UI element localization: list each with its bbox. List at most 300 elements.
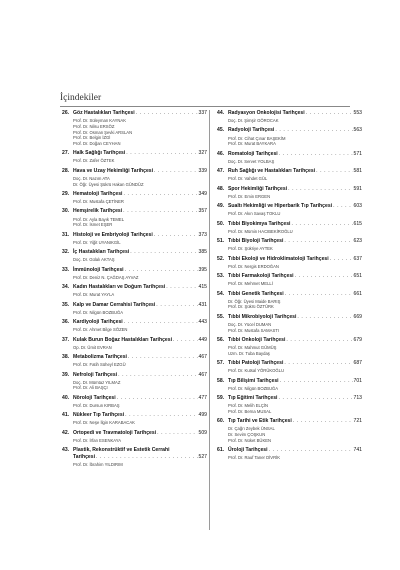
chapter-title: Göz Hastalıkları Tarihçesi: [73, 110, 135, 116]
toc-entry-title-line: [62, 354, 207, 361]
page-number: 553: [353, 110, 362, 116]
leader-dots: [291, 221, 352, 228]
toc-entry[interactable]: [217, 203, 362, 220]
toc-entry-title-line: [217, 127, 362, 134]
leader-dots: [130, 249, 197, 256]
page-number: 373: [198, 231, 207, 238]
author-list: [62, 437, 207, 447]
page-number: 415: [198, 284, 207, 291]
chapter-number: 44.: [217, 110, 225, 116]
chapter-number: 42.: [62, 429, 70, 436]
leader-dots: [166, 284, 197, 291]
chapter-number: 29.: [62, 190, 70, 197]
toc-entry[interactable]: [62, 337, 207, 354]
leader-dots: [284, 360, 352, 367]
toc-entry-title-line: [62, 284, 207, 291]
chapter-number: 55.: [217, 313, 225, 320]
page-number: 701: [353, 377, 362, 384]
chapter-title-continued: Tarihçesi: [73, 454, 95, 461]
leader-dots: [96, 454, 198, 461]
page-number: 443: [198, 319, 207, 326]
author-name: Prof. Dr. Dursun KIRBAŞ: [73, 402, 120, 408]
toc-entry-title-line: [62, 168, 207, 175]
author-list: [217, 321, 362, 337]
chapter-number: 59.: [217, 395, 225, 402]
toc-entry-title-line: [62, 208, 207, 215]
toc-entry-title-line: [217, 110, 362, 117]
chapter-title: Üroloji Tarihçesi: [228, 447, 268, 454]
chapter-title: Ortopedi ve Travmatoloji Tarihçesi: [73, 429, 157, 436]
toc-entry[interactable]: [62, 412, 207, 429]
toc-entry[interactable]: [217, 418, 362, 447]
toc-entry-title-line: [62, 191, 207, 198]
toc-entry[interactable]: [62, 302, 207, 319]
toc-entry-title-line: [62, 249, 207, 256]
author-list: [62, 344, 207, 354]
toc-entry[interactable]: [217, 151, 362, 168]
chapter-title: Hematoloji Tarihçesi: [73, 190, 123, 197]
author-name: Doç. Dr. Nazım ATA: [73, 175, 110, 181]
author-name: Prof. Dr. Akın Savaş TOKLU: [228, 211, 281, 217]
toc-entry-title-line: [62, 395, 207, 402]
chapter-title: Hemşirelik Tarihçesi: [73, 208, 123, 215]
header-rule: [60, 106, 350, 107]
toc-entry-title-line: [62, 447, 207, 454]
leader-dots: [333, 203, 352, 210]
author-list: [217, 175, 362, 185]
author-name: Prof. Dr. Yiğit UYANIKGİL: [73, 239, 121, 245]
toc-entry[interactable]: [62, 395, 207, 412]
toc-entry-title-line: [62, 302, 207, 309]
chapter-title: Tıbbi Biyoloji Tarihçesi: [228, 238, 284, 245]
page-number: 615: [353, 220, 362, 227]
chapter-title: Hava ve Uzay Hekimliği Tarihçesi: [73, 167, 154, 174]
toc-entry-title-line: [217, 378, 362, 385]
leader-dots: [280, 378, 353, 385]
toc-entry-title-line: [217, 238, 362, 245]
toc-column-right: [217, 110, 362, 465]
toc-entry[interactable]: [62, 430, 207, 447]
chapter-title: Tıbbi Genetik Tarihçesi: [228, 290, 284, 297]
chapter-title: Kulak Burun Boğaz Hastalıkları Tarihçesi: [73, 336, 172, 343]
leader-dots: [330, 256, 353, 263]
toc-entry-title-line: [217, 395, 362, 402]
page-number: 591: [353, 185, 362, 192]
author-name: Prof. Dr. Melih ELÇİN: [228, 403, 269, 409]
chapter-title: Plastik, Rekonstrüktif ve Estetik Cerrahi: [73, 447, 170, 454]
leader-dots: [156, 302, 197, 309]
page-number: 467: [198, 354, 207, 361]
leader-dots: [154, 232, 198, 239]
leader-dots: [125, 412, 197, 419]
chapter-title: Tıbbi Mikrobiyoloji Tarihçesi: [228, 313, 297, 320]
author-name: Prof. Dr. Osman Şevki ARSLAN: [73, 129, 133, 135]
author-list: [217, 228, 362, 238]
toc-entry[interactable]: [217, 273, 362, 290]
author-name: Prof. Dr. Nilgün BOZBUĞA: [73, 309, 124, 315]
page-number: 603: [353, 203, 362, 210]
author-list: [62, 461, 207, 471]
author-list: [217, 210, 362, 220]
toc-entry[interactable]: [217, 256, 362, 273]
chapter-number: 34.: [62, 284, 70, 291]
chapter-title: Tıp Eğitimi Tarihçesi: [228, 395, 278, 402]
leader-dots: [286, 337, 352, 344]
leader-dots: [125, 267, 198, 274]
toc-entry-title-line: [62, 337, 207, 344]
author-name: Prof. Dr. Mustafa SAMASTI: [228, 327, 279, 333]
page-number: 651: [353, 273, 362, 280]
toc-entry[interactable]: [62, 232, 207, 249]
chapter-number: 40.: [62, 394, 70, 401]
toc-entry-title-line: [217, 256, 362, 263]
chapter-number: 28.: [62, 167, 70, 174]
toc-entry-title-line: [62, 267, 207, 274]
leader-dots: [269, 447, 353, 454]
page-number: 661: [353, 290, 362, 297]
author-list: [217, 158, 362, 168]
chapter-number: 33.: [62, 266, 70, 273]
author-list: [62, 291, 207, 301]
chapter-number: 53.: [217, 273, 225, 280]
toc-entry[interactable]: [62, 284, 207, 301]
chapter-title: Ruh Sağlığı ve Hastalıkları Tarihçesi: [228, 168, 316, 175]
leader-dots: [278, 395, 352, 402]
toc-entry[interactable]: [217, 168, 362, 185]
chapter-title: Radyasyon Onkolojisi Tarihçesi: [228, 110, 305, 116]
leader-dots: [275, 127, 352, 134]
author-list: [62, 256, 207, 266]
toc-entry-title-line: [217, 221, 362, 228]
chapter-number: 32.: [62, 249, 70, 256]
toc-entry[interactable]: [62, 319, 207, 336]
author-name: Dr. Öğr. Üyesi Maide BARIŞ: [228, 298, 281, 304]
chapter-number: 49.: [217, 203, 225, 210]
chapter-number: 26.: [62, 110, 70, 116]
chapter-title: Sualtı Hekimliği ve Hiperbarik Tıp Tarihçesi: [228, 203, 333, 210]
chapter-title: Nefroloji Tarihçesi: [73, 371, 118, 378]
author-name: Prof. Dr. Ali BAŞÇI: [73, 385, 108, 391]
page-number: 499: [198, 412, 207, 419]
toc-entry-title-line: [217, 168, 362, 175]
author-name: Doç. Dr. Mümtaz YILMAZ: [73, 379, 121, 385]
chapter-number: 39.: [62, 371, 70, 378]
author-list: [217, 367, 362, 377]
toc-column-left: [62, 110, 207, 472]
chapter-title: İmmünoloji Tarihçesi: [73, 266, 124, 273]
author-list: [217, 134, 362, 150]
toc-entry[interactable]: [62, 208, 207, 231]
page-number: 449: [198, 336, 207, 343]
page-number: 563: [353, 127, 362, 134]
toc-entry[interactable]: [217, 110, 362, 127]
author-name: Prof. Dr. Deniz N. ÇAĞDAŞ AYVAZ: [73, 274, 139, 280]
leader-dots: [126, 150, 197, 157]
page-number: 527: [198, 454, 207, 461]
chapter-title: Tıp Tarihi ve Etik Tarihçesi: [228, 418, 292, 425]
page-title: İçindekiler: [60, 93, 102, 103]
toc-entry-title-line: [217, 186, 362, 193]
author-list: [62, 215, 207, 231]
author-name: Uzm. Dr. Tuba Baydaş: [228, 350, 270, 356]
author-list: [217, 298, 362, 314]
leader-dots: [117, 395, 198, 402]
chapter-number: 58.: [217, 377, 225, 384]
leader-dots: [157, 430, 197, 437]
page-number: 669: [353, 313, 362, 320]
toc-entry[interactable]: [217, 337, 362, 360]
toc-entry[interactable]: [62, 150, 207, 167]
author-list: [62, 326, 207, 336]
chapter-title: Tıbbi Patoloji Tarihçesi: [228, 360, 284, 367]
page-number: 467: [198, 371, 207, 378]
chapter-title: Romatoloji Tarihçesi: [228, 150, 278, 157]
page-number: 395: [198, 266, 207, 273]
author-name: Prof. Dr. Mustafa ÇETİNER: [73, 199, 124, 205]
page-number: 713: [353, 395, 362, 402]
toc-entry[interactable]: [217, 127, 362, 150]
leader-dots: [306, 110, 353, 117]
author-list: [62, 157, 207, 167]
toc-entry[interactable]: [217, 221, 362, 238]
author-name: Prof. Dr. Nilsu ERSÖZ: [73, 123, 115, 129]
leader-dots: [123, 191, 197, 198]
page-number: 623: [353, 238, 362, 245]
author-name: Op. Dr. Ümit EVRAN: [73, 344, 112, 350]
author-list: [62, 198, 207, 208]
toc-entry[interactable]: [62, 372, 207, 395]
toc-entry[interactable]: [62, 110, 207, 150]
page-number: 679: [353, 336, 362, 343]
author-list: [62, 175, 207, 191]
chapter-number: 35.: [62, 301, 70, 308]
chapter-number: 56.: [217, 336, 225, 343]
author-name: Prof. Dr. Doğan CEYHAN: [73, 141, 121, 146]
page-number: 385: [198, 249, 207, 256]
toc-entry-title-line: [62, 150, 207, 157]
toc-entry-title-line: [217, 203, 362, 210]
chapter-title: Nükleer Tıp Tarihçesi: [73, 412, 125, 419]
page-number: 581: [353, 168, 362, 175]
toc-entry-title-line: [217, 151, 362, 158]
author-list: [62, 309, 207, 319]
author-name: Prof. Dr. Ahmet Bilge SÖZEN: [73, 327, 128, 333]
leader-dots: [288, 186, 352, 193]
toc-entry[interactable]: [217, 291, 362, 314]
leader-dots: [136, 110, 198, 117]
chapter-number: 50.: [217, 220, 225, 227]
author-list: [217, 402, 362, 418]
author-name: Dr. Öğr. Üyesi Şükrü Hakan GÜNDÜZ: [73, 181, 144, 187]
author-list: [217, 193, 362, 203]
author-name: Dr. Sevim ÇOŞKUN: [228, 432, 266, 438]
author-name: Doç. Dr. Şimşir GÖROCAK: [228, 118, 279, 124]
page-number: 687: [353, 360, 362, 367]
chapter-title: Tıbbi Farmakoloji Tarihçesi: [228, 273, 294, 280]
toc-entry-title-line: [217, 337, 362, 344]
page-number: 637: [353, 255, 362, 262]
chapter-title: Metabolizma Tarihçesi: [73, 354, 127, 361]
page-number: 337: [198, 110, 207, 116]
toc-entry[interactable]: [62, 191, 207, 208]
author-name: Prof. Dr. Rauf Taner DİVRİK: [228, 455, 281, 461]
leader-dots: [316, 168, 352, 175]
author-name: Prof. Dr. Murat BAYKARA: [228, 141, 276, 147]
chapter-number: 48.: [217, 185, 225, 192]
toc-entry[interactable]: [217, 360, 362, 377]
chapter-number: 54.: [217, 290, 225, 297]
author-name: Prof. Dr. Emin ERGEN: [228, 193, 271, 199]
toc-entry-title-line: [62, 232, 207, 239]
author-name: Prof. Dr. Nüket BÜKEN: [228, 437, 272, 443]
author-name: Prof. Dr. Berna MUSAL: [228, 408, 272, 414]
leader-dots: [285, 291, 353, 298]
leader-dots: [297, 314, 352, 321]
chapter-title: Tıbbi Ekoloji ve Hidroklimatoloji Tarihçesi: [228, 255, 329, 262]
chapter-number: 30.: [62, 208, 70, 215]
leader-dots: [118, 372, 197, 379]
author-list: [62, 419, 207, 429]
leader-dots: [123, 208, 197, 215]
chapter-number: 46.: [217, 150, 225, 157]
toc-entry-title-line: [217, 273, 362, 280]
author-list: [217, 280, 362, 290]
chapter-title: Histoloji ve Embriyoloji Tarihçesi: [73, 231, 153, 238]
author-list: [62, 402, 207, 412]
page-number: 509: [198, 429, 207, 436]
chapter-number: 61.: [217, 447, 225, 454]
toc-entry[interactable]: [217, 395, 362, 418]
toc-entry-title-line: [217, 291, 362, 298]
toc-entry[interactable]: [217, 314, 362, 337]
author-name: Prof. Dr. Kutsal YÖRÜKOĞLU: [228, 368, 285, 374]
author-name: Prof. Dr. Mümin HACIBEKİROĞLU: [228, 228, 293, 234]
chapter-title: Kadın Hastalıkları ve Doğum Tarihçesi: [73, 284, 166, 291]
author-name: Prof. Dr. Zafer ÖZTEK: [73, 158, 115, 164]
toc-entry-title-line: [217, 360, 362, 367]
page-number: 721: [353, 418, 362, 425]
leader-dots: [284, 238, 352, 245]
chapter-number: 52.: [217, 255, 225, 262]
page-number: 327: [198, 150, 207, 157]
author-list: [62, 274, 207, 284]
chapter-number: 57.: [217, 360, 225, 367]
toc-entry[interactable]: [62, 168, 207, 191]
chapter-title: Nöroloji Tarihçesi: [73, 394, 116, 401]
author-name: Prof. Dr. İsmet EŞER: [73, 222, 113, 228]
toc-entry-title-line: [217, 314, 362, 321]
author-name: Prof. Dr. Ayla Bayık TEMEL: [73, 216, 125, 222]
author-list: [217, 344, 362, 360]
author-list: [217, 425, 362, 447]
page-number: 357: [198, 208, 207, 215]
author-name: Prof. Dr. İrfan ESENKAYA: [73, 437, 122, 443]
chapter-number: 36.: [62, 319, 70, 326]
leader-dots: [279, 151, 353, 158]
toc-entry[interactable]: [62, 354, 207, 371]
author-list: [62, 361, 207, 371]
author-name: Doç. Dr. Gülalı AKTAŞ: [73, 257, 115, 263]
page-number: 571: [353, 150, 362, 157]
author-name: Doç. Dr. Servet YOLBAŞ: [228, 158, 275, 164]
chapter-title: Halk Sağlığı Tarihçesi: [73, 150, 126, 157]
chapter-number: 45.: [217, 127, 225, 134]
leader-dots: [124, 319, 198, 326]
chapter-number: 43.: [62, 447, 70, 454]
author-name: Prof. Dr. Murat YAYLA: [73, 292, 115, 298]
leader-dots: [295, 273, 353, 280]
author-name: Prof. Dr. Şükriye AYTEK: [228, 246, 273, 252]
author-name: Doç. Dr. Yücel DUMAN: [228, 321, 272, 327]
chapter-number: 37.: [62, 336, 70, 343]
chapter-number: 60.: [217, 418, 225, 425]
author-name: Prof. Dr. Belgin İZGİ: [73, 135, 111, 141]
chapter-title: Kalp ve Damar Cerrahisi Tarihçesi: [73, 301, 156, 308]
toc-entry[interactable]: [217, 447, 362, 464]
author-list: [62, 239, 207, 249]
chapter-number: 27.: [62, 150, 70, 157]
chapter-number: 41.: [62, 412, 70, 419]
author-name: Prof. Dr. Fatih Süheyl EZGÜ: [73, 362, 126, 368]
chapter-title: Spor Hekimliği Tarihçesi: [228, 185, 288, 192]
author-name: Prof. Dr. Nergis ERDOĞAN: [228, 263, 279, 269]
page-number: 477: [198, 394, 207, 401]
author-list: [217, 263, 362, 273]
chapter-number: 31.: [62, 231, 70, 238]
page-number: 431: [198, 301, 207, 308]
page-number: 339: [198, 167, 207, 174]
author-name: Prof. Dr. Süleyman KAYNAK: [73, 118, 126, 124]
author-list: [217, 454, 362, 464]
author-list: [62, 117, 207, 150]
toc-entry[interactable]: [62, 447, 207, 471]
chapter-title: Tıbbi Onkoloji Tarihçesi: [228, 336, 286, 343]
chapter-title: Kardiyoloji Tarihçesi: [73, 319, 123, 326]
toc-entry[interactable]: [62, 249, 207, 266]
page-number: 349: [198, 190, 207, 197]
toc-entry[interactable]: [217, 186, 362, 203]
leader-dots: [128, 354, 198, 361]
toc-entry-title-line: [62, 454, 207, 461]
page-number: 741: [353, 447, 362, 454]
author-name: Prof. Dr. Şükrü ÖZTÜRK: [228, 304, 274, 310]
toc-entry-title-line: [62, 430, 207, 437]
toc-entry-title-line: [217, 447, 362, 454]
toc-entry-title-line: [217, 418, 362, 425]
toc-entry[interactable]: [62, 267, 207, 284]
chapter-title: Radyoloji Tarihçesi: [228, 127, 275, 134]
author-list: [217, 385, 362, 395]
toc-entry-title-line: [62, 412, 207, 419]
author-list: [62, 379, 207, 395]
toc-entry[interactable]: [217, 378, 362, 395]
toc-entry-title-line: [62, 110, 207, 117]
chapter-title: İç Hastalıkları Tarihçesi: [73, 249, 130, 256]
author-list: [217, 245, 362, 255]
toc-entry-title-line: [62, 372, 207, 379]
toc-entry-title-line: [62, 319, 207, 326]
toc-entry[interactable]: [217, 238, 362, 255]
author-name: Prof. Dr. Mehmet MELLİ: [228, 281, 273, 287]
author-name: Prof. Dr. Nilgün BOZBUĞA: [228, 385, 279, 391]
chapter-number: 38.: [62, 354, 70, 361]
chapter-number: 47.: [217, 168, 225, 175]
author-name: Prof. Dr. İbrahim YILDIRIM: [73, 462, 123, 468]
author-name: Prof. Dr. Cihat Çınar BAŞEKİM: [228, 135, 286, 141]
author-name: Prof. Dr. Neşe İlgin KARABACAK: [73, 420, 135, 426]
author-name: Prof. Dr. Vahdet GÜL: [228, 176, 268, 182]
author-list: [217, 117, 362, 127]
